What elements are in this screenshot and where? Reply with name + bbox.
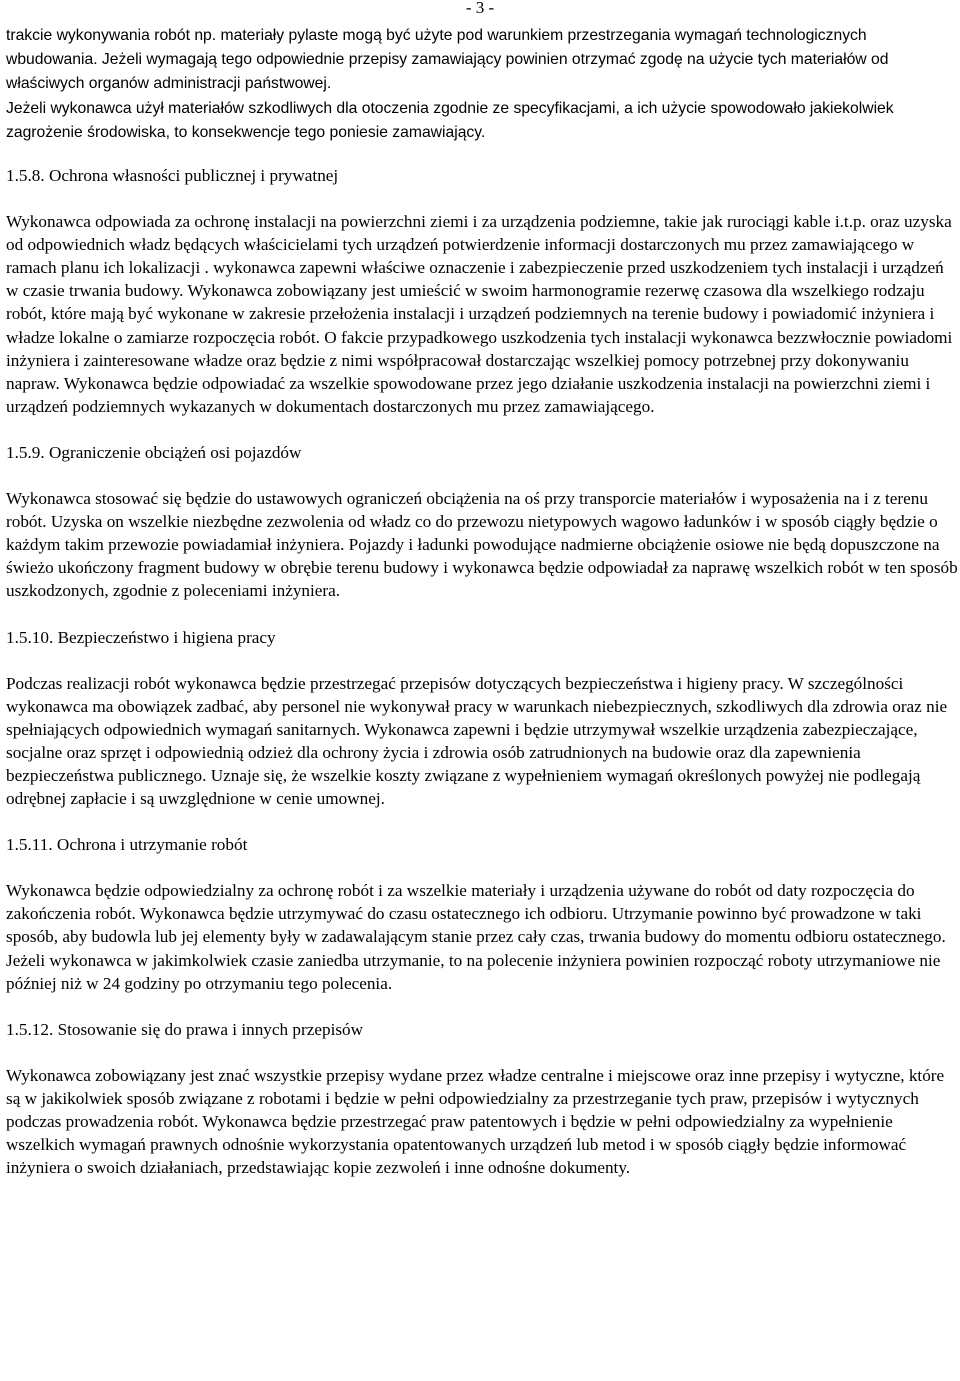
- section-1-5-8: [6, 164, 958, 418]
- section-text: Podczas realizacji robót wykonawca będzie przestrzegać przepisów dotyczących bezpieczeństwa i higieny pracy. W szczególności wykonawca ma obowiązek zadbać, aby personel nie wykonywał pracy w warunkach niebezpiecznych, szkodliwych dla zdrowia oraz nie spełniających odpowiednich wymagań sanitarnych. Wykonawca zapewni i będzie utrzymywał wszelkie urządzenia zabezpieczające, socjalne oraz sprzęt i odpowiednią odzież dla ochrony życia i zdrowia osób zatrudnionych na budowie oraz dla zapewnienia bezpieczeństwa publicznego. Uznaje się, że wszelkie koszty związane z wypełnieniem wymagań określonych powyżej nie podlegają odrębnej zapłacie i są uwzględnione w cenie umownej.: [6, 673, 948, 809]
- intro-paragraph: trakcie wykonywania robót np. materiały pylaste mogą być użyte pod warunkiem przestrzegania wymagań technologicznych wbudowania. Jeżeli wymagają tego odpowiednie przepisy zamawiający powinien otrzymać zgodę na użycie tych materiałów od właściwych organów administracji państwowej.: [6, 27, 889, 93]
- intro-paragraph: Jeżeli wykonawca użył materiałów szkodliwych dla otoczenia zgodnie ze specyfikacjami, a ich użycie spowodowało jakiekolwiek zagrożenie środowiska, to konsekwencje tego poniesie zamawiający.: [6, 99, 894, 141]
- page-number: - 3 -: [465, 0, 495, 17]
- document-body: [6, 164, 958, 1179]
- section-text: Wykonawca stosować się będzie do ustawowych ograniczeń obciążenia na oś przy transporcie materiałów i wyposażenia na i z terenu robót. Uzyska on wszelkie niezbędne zezwolenia od władz co do przewozu nietypowych wagowo ładunków i w sposób ciągły będzie o każdym takim przewozie powiadamiał inżyniera. Pojazdy i ładunki powodujące nadmierne obciążenie osiowe nie będą dopuszczone na świeżo ukończony fragment budowy w obrębie terenu budowy i wykonawca będzie odpowiadał za naprawę wszelkich robót w ten sposób uszkodzonych, zgodnie z poleceniami inżyniera.: [6, 489, 958, 601]
- section-text: Wykonawca będzie odpowiedzialny za ochronę robót i za wszelkie materiały i urządzenia używane do robót od daty rozpoczęcia do zakończenia robót. Wykonawca będzie utrzymywać do czasu ostatecznego ich odbioru. Utrzymanie powinno być prowadzone w taki sposób, aby budowla lub jej elementy były w zadawalającym stanie przez cały czas, trwania budowy do momentu odbioru ostatecznego. Jeżeli wykonawca w jakimkolwiek czasie zaniedba utrzymanie, to na polecenie inżyniera powinien rozpocząć roboty utrzymaniowe nie później niż w 24 godziny po otrzymaniu tego polecenia.: [6, 881, 946, 993]
- section-1-5-10: [6, 626, 958, 811]
- section-heading: 1.5.8. Ochrona własności publicznej i prywatnej: [6, 166, 339, 185]
- intro-block: [6, 24, 956, 145]
- section-text: Wykonawca zobowiązany jest znać wszystkie przepisy wydane przez władze centralne i miejscowe oraz inne przepisy i wytyczne, które są w jakikolwiek sposób związane z robotami i będzie w pełni odpowiedzialny za przestrzeganie tych praw, przepisów i wytycznych podczas prowadzenia robót. Wykonawca będzie przestrzegać praw patentowych i będzie w pełni odpowiedzialny za wypełnienie wszelkich wymagań prawnych odnośnie wykorzystania opatentowanych urządzeń lub metod i w sposób ciągły będzie informować inżyniera o swoich działaniach, przedstawiając kopie zezwoleń i inne odnośne dokumenty.: [6, 1065, 945, 1178]
- section-text: Wykonawca odpowiada za ochronę instalacji na powierzchni ziemi i za urządzenia podziemne, takie jak rurociągi kable i.t.p. oraz uzyska od odpowiednich władz będących właścicielami tych urządzeń potwierdzenie informacji dostarczonych mu przez zamawiającego w ramach planu ich lokalizacji . wykonawca zapewni właściwe oznaczenie i zabezpieczenie przed uszkodzeniem tych instalacji i urządzeń w czasie trwania budowy. Wykonawca zobowiązany jest umieścić w swoim harmonogramie rezerwę czasowa dla wszelkiego rodzaju robót, które mają być wykonane w zakresie przełożenia instalacji i urządzeń podziemnych na terenie budowy i powiadomić inżyniera i władze lokalne o zamiarze rozpoczęcia robót. O fakcie przypadkowego uszkodzenia tych instalacji wykonawca bezzwłocznie powiadomi inżyniera i zainteresowane władze oraz będzie z nimi współpracował dostarczając wszelkiej pomocy potrzebnej przy dokonywaniu napraw. Wykonawca będzie odpowiadać za wszelkie spowodowane przez jego działanie uszkodzenia instalacji na powierzchni ziemi i urządzeń podziemnych wykazanych w dokumentach dostarczonych mu przez zamawiającego.: [6, 212, 953, 416]
- section-1-5-9: [6, 441, 958, 603]
- section-1-5-12: [6, 1018, 958, 1180]
- section-heading: 1.5.9. Ograniczenie obciążeń osi pojazdów: [6, 442, 302, 462]
- section-1-5-11: [6, 833, 958, 995]
- section-heading: 1.5.11. Ochrona i utrzymanie robót: [6, 835, 248, 855]
- section-heading: 1.5.12. Stosowanie się do prawa i innych przepisów: [6, 1019, 364, 1039]
- section-heading: 1.5.10. Bezpieczeństwo i higiena pracy: [6, 627, 276, 647]
